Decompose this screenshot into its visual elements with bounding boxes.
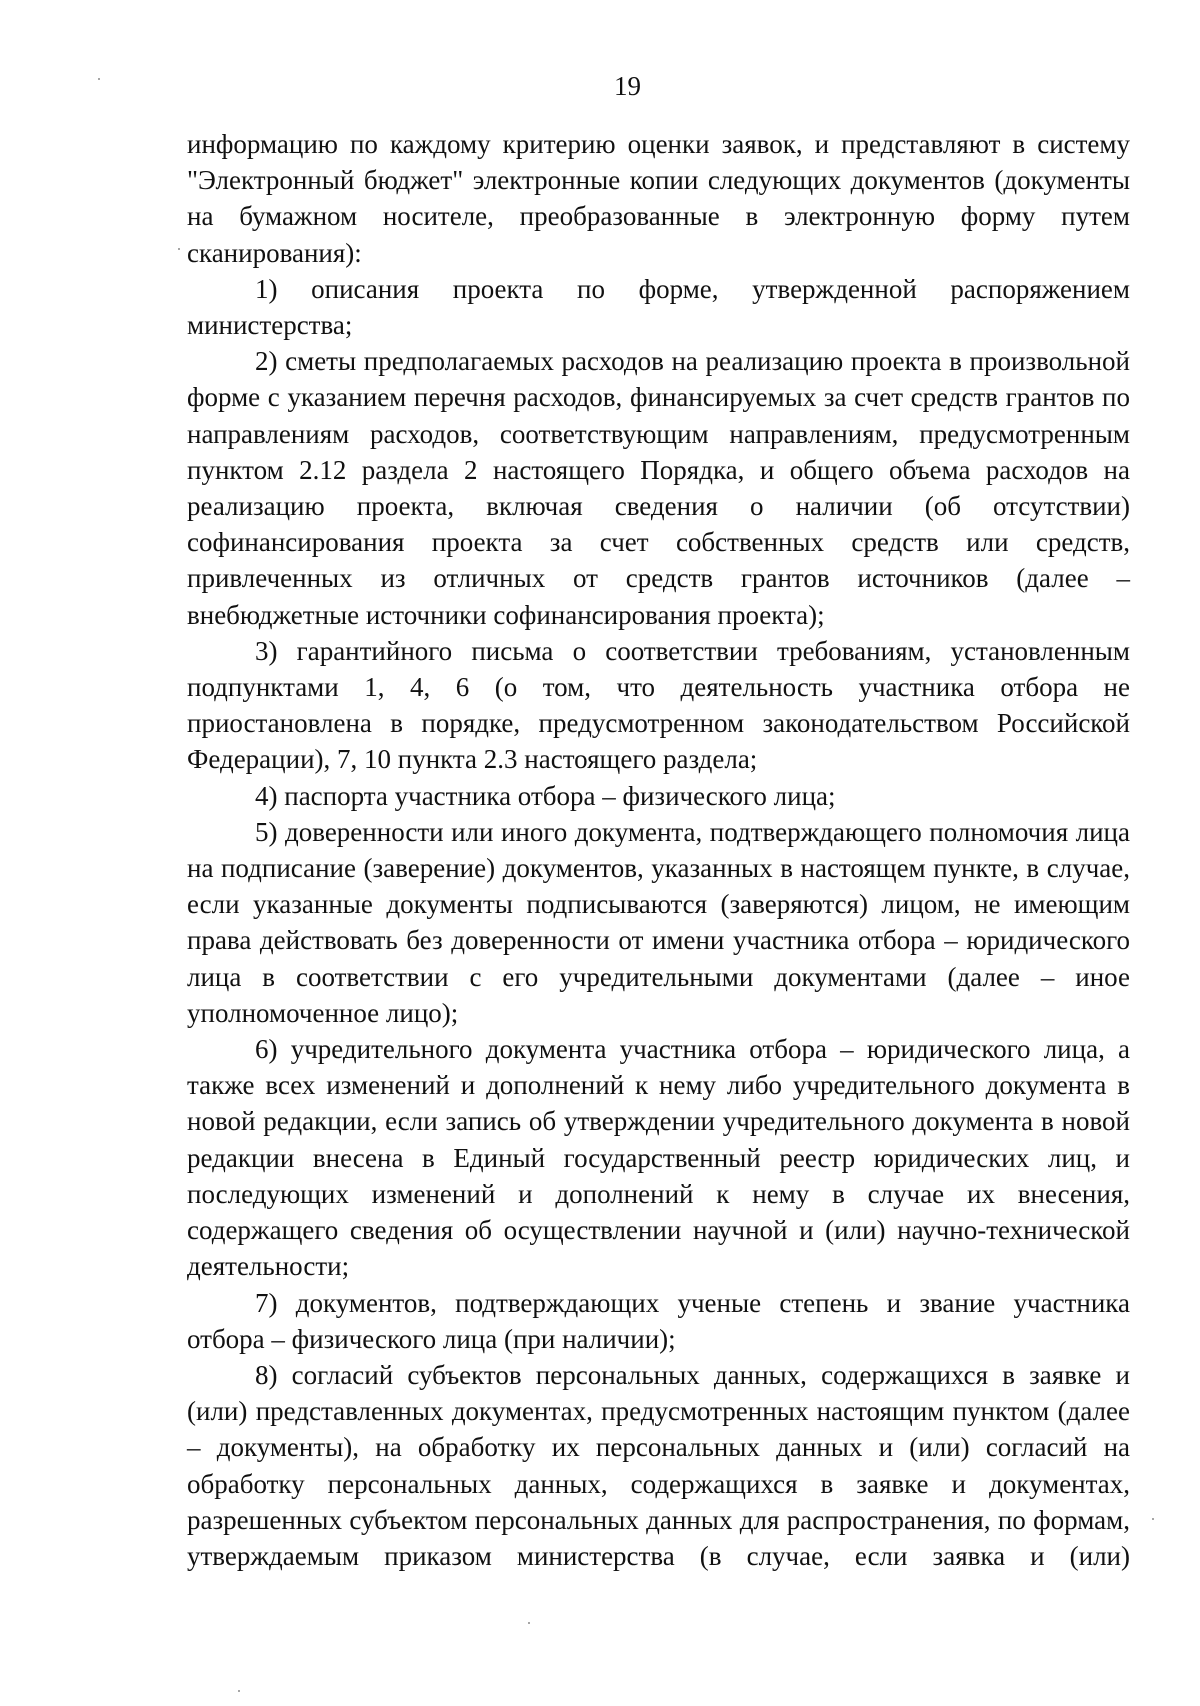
scan-speck	[178, 248, 180, 250]
paragraph-intro: информацию по каждому критерию оценки заявок, и представляют в систему "Электронный бюджет" электронные копии следующих документов (документы на бумажном носителе, преобразованные в электронную форму путем сканирования):	[187, 129, 1130, 268]
scan-speck	[1152, 1518, 1154, 1520]
page-number: 19	[614, 71, 641, 101]
paragraph-item-8: 8) согласий субъектов персональных данных, содержащихся в заявке и (или) представленных документах, предусмотренных настоящим пунктом (далее – документы), на обработку их персональных данных и (или) согласий на обработку персональных данных, содержащихся в заявке и документах, разрешенных субъектом персональных данных для распространения, по формам, утверждаемым приказом министерства (в случае, если заявка и (или)	[187, 1359, 1130, 1571]
paragraph-item-3: 3) гарантийного письма о соответствии требованиям, установленным подпунктами 1, 4, 6 (о том, что деятельность участника отбора не приостановлена в порядке, предусмотренном законодательством Российской Федерации), 7, 10 пункта 2.3 настоящего раздела;	[187, 635, 1130, 775]
scan-speck	[98, 78, 100, 80]
paragraph-item-5: 5) доверенности или иного документа, подтверждающего полномочия лица на подписание (заверение) документов, указанных в настоящем пункте, в случае, если указанные документы подписываются (заверяются) лицом, не имеющим права действовать без доверенности от имени участника отбора – юридического лица в соответствии с его учредительными документами (далее – иное уполномоченное лицо);	[187, 816, 1130, 1028]
document-body	[187, 126, 1130, 1574]
paragraph-item-1: 1) описания проекта по форме, утвержденной распоряжением министерства;	[187, 273, 1130, 341]
scan-speck	[528, 1622, 530, 1624]
paragraph-item-6: 6) учредительного документа участника отбора – юридического лица, а также всех изменений и дополнений к нему либо учредительного документа в новой редакции, если запись об утверждении учредительного документа в новой редакции внесена в Единый государственный реестр юридических лиц, и последующих изменений и дополнений к нему в случае их внесения, содержащего сведения об осуществлении научной и (или) научно-технической деятельности;	[187, 1034, 1130, 1282]
paragraph-item-7: 7) документов, подтверждающих ученые степень и звание участника отбора – физического лица (при наличии);	[187, 1287, 1130, 1354]
paragraph-item-4: 4) паспорта участника отбора – физического лица;	[255, 780, 836, 811]
paragraph-item-2: 2) сметы предполагаемых расходов на реализацию проекта в произвольной форме с указанием перечня расходов, финансируемых за счет средств грантов по направлениям расходов, соответствующим направлениям, предусмотренным пунктом 2.12 раздела 2 настоящего Порядка, и общего объема расходов на реализацию проекта, включая сведения о наличии (об отсутствии) софинансирования проекта за счет собственных средств или средств, привлеченных из отличных от средств грантов источников (далее – внебюджетные источники софинансирования проекта);	[187, 346, 1130, 630]
scan-speck	[238, 1690, 240, 1692]
